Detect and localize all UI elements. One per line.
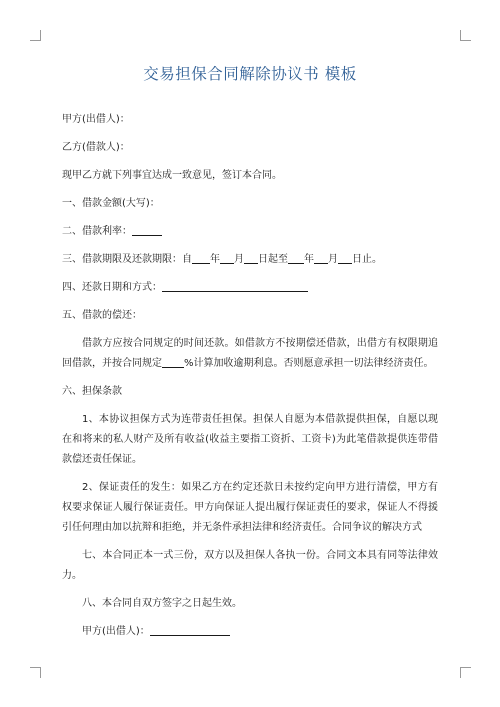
- item-effective-heading: 八、本合同自双方签字之日起生效。: [82, 598, 242, 609]
- item-repayment-label: 四、还款日期和方式：: [62, 282, 162, 293]
- item-interest-rate: [62, 222, 438, 242]
- intro-text: 现甲乙方就下列事宜达成一致意见，签订本合同。: [62, 170, 282, 181]
- item-loan-term: [62, 250, 438, 270]
- term-text-month: 月: [234, 254, 244, 265]
- term-start-month-blank: [220, 251, 234, 264]
- document-body: [62, 110, 438, 642]
- party-a-label: 甲方(出借人)：: [62, 114, 130, 125]
- item-repayment-heading: 五、借款的偿还：: [62, 310, 142, 321]
- term-text-end: 日止。: [352, 254, 382, 265]
- item-guarantee-heading: 六、担保条款: [62, 386, 122, 397]
- term-text-start: 三、借款期限及还款期限：自: [62, 254, 192, 265]
- term-text-end-year: 年: [304, 254, 314, 265]
- signature-label: 甲方(出借人)：: [82, 626, 150, 637]
- signature-line: [62, 622, 438, 642]
- item-copies-paragraph: 七、本合同正本一式三份，双方以及担保人各执一份。合同文本具有同等法律效力。: [62, 550, 438, 581]
- signature-blank: [150, 623, 230, 636]
- repayment-paragraph-part-b: %计算加收逾期利息。否则愿意承担一切法律经济责任。: [184, 358, 434, 369]
- page-corner-top-left: [30, 30, 41, 41]
- term-end-day-blank: [338, 251, 352, 264]
- document-title: 交易担保合同解除协议书 模板: [143, 65, 357, 83]
- page-corner-bottom-left: [30, 667, 41, 678]
- guarantee-clause-2: 2、保证责任的发生：如果乙方在约定还款日未按约定向甲方进行清偿，甲方有权要求保证人履行保证责任。甲方向保证人提出履行保证责任的要求，保证人不得援引任何理由加以抗辩和拒绝，并无条件承担法律和经济责任。合同争议的解决方式: [62, 482, 438, 533]
- item-repayment-method: [62, 278, 438, 298]
- party-b-label: 乙方(借款人)：: [62, 142, 130, 153]
- term-end-year-blank: [288, 251, 304, 264]
- interest-rate-blank: [132, 223, 162, 236]
- term-end-month-blank: [314, 251, 328, 264]
- page-corner-bottom-right: [460, 667, 471, 678]
- term-text-until: 日起至: [258, 254, 288, 265]
- overdue-rate-blank: [162, 355, 184, 368]
- guarantee-clause-1: 1、本协议担保方式为连带责任担保。担保人自愿为本借款提供担保，自愿以现在和将来的私人财产及所有收益(收益主要指工资折、工资卡)为此笔借款提供连带借款偿还责任保证。: [62, 414, 438, 465]
- item-interest-rate-label: 二、借款利率：: [62, 226, 132, 237]
- repayment-paragraph-part-a: 借款方应按合同规定的时间还款。如借款方不按期偿还借款，出借方有权限期追回借款，并按合同规定: [62, 338, 438, 369]
- term-text-year: 年: [210, 254, 220, 265]
- term-text-end-month: 月: [328, 254, 338, 265]
- page-corner-top-right: [460, 30, 471, 41]
- item-repayment-paragraph: [62, 334, 438, 374]
- repayment-method-blank: [162, 279, 308, 292]
- item-loan-amount: 一、借款金额(大写)：: [62, 198, 160, 209]
- term-start-year-blank: [192, 251, 210, 264]
- term-start-day-blank: [244, 251, 258, 264]
